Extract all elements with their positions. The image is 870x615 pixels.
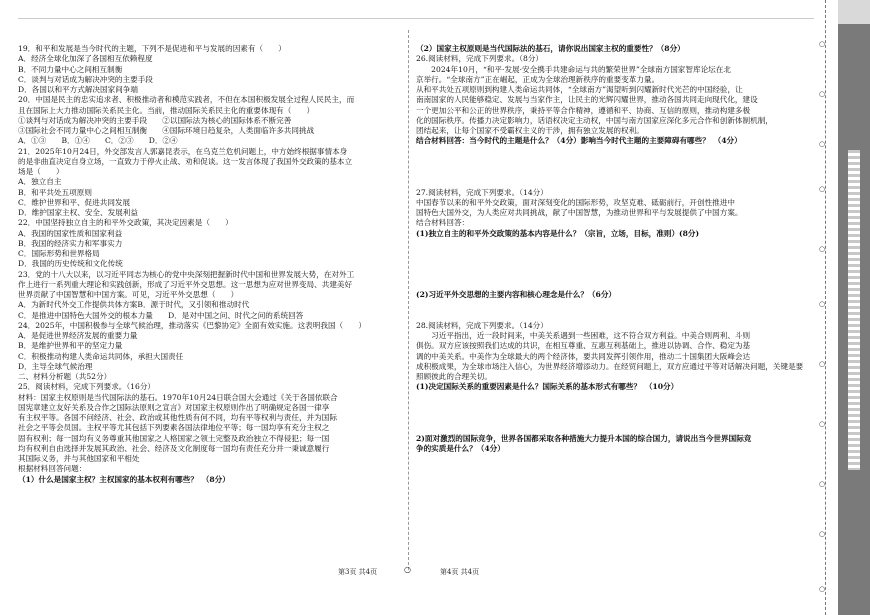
left-column-line: C．是推进中国特色大国外交的根本力量 D．是对中国之问、时代之问的系统回答	[18, 310, 304, 320]
binding-circle-mark: ○	[819, 185, 826, 193]
binding-circle-mark: ○	[819, 300, 826, 308]
right-column-line	[416, 177, 814, 187]
right-column-line	[416, 393, 814, 403]
left-column-line: 25．阅读材料，完成下列要求。（16分）	[18, 382, 156, 392]
right-column-line	[416, 270, 814, 280]
left-column-line: D．我国的历史传统和文化传统	[18, 259, 123, 269]
left-column	[18, 44, 402, 485]
right-column-line	[416, 167, 814, 177]
right-column-line: 习近平指出，近一段时间来，中美关系遇到一些困难，这不符合双方利益。中美合则两利、斗则	[416, 331, 751, 340]
right-column-line: 成积极成果，为全球市场注入信心，为世界经济增添动力。在经贸问题上，双方应通过平等对话解决问题，关键是要	[416, 361, 804, 371]
left-column-line: 固有权利；每一国均有义务尊重其他国家之人格国家之领土完整及政治独立不得侵犯；每一国	[18, 433, 330, 443]
right-column-line	[416, 249, 814, 259]
right-column-line: 27.阅读材料，完成下列要求。（14分）	[416, 187, 548, 197]
binding-circle-mark: ○	[819, 585, 826, 593]
right-column-line: 中国春节以来的和平外交政策，面对深刻变化的国际形势，攻坚克难、砥砺前行，开创性推进中	[416, 197, 735, 207]
right-column-line: 国特色大国外交，为人类应对共同挑战，献了中国智慧，为推动世界和平与发展提供了中国方案。	[416, 208, 743, 217]
right-column-line: 争的实质是什么？（4分）	[416, 443, 505, 453]
binding-fill-strip	[848, 150, 860, 470]
left-column-line: 20．中国是民主的忠实追求者、积极推动者和模范实践者，不但在本国积极发展全过程人民民主，而	[18, 95, 355, 105]
left-column-line: 有主权平等。各国不问经济、社会、政治或其他性质有何不同，均有平等权利与责任，并为国际	[18, 413, 337, 422]
left-column-line: 社会之平等会员国。主权平等尤其包括下列要素各国法律地位平等；每一国均享有充分主权之	[18, 423, 330, 433]
right-column-line: (1)决定国际关系的重要因素是什么？国际关系的基本形式有哪些？ （10分）	[416, 382, 679, 392]
right-column-line: 结合材料回答：当今时代的主题是什么？（4分）影响当今时代主题的主要障碍有哪些？ （4分）	[416, 136, 742, 146]
left-column-line: 其国际义务，并与其他国家和平相处	[18, 454, 140, 463]
left-column-line: A．①③ B．①④ C．②③ D．②④	[18, 136, 178, 146]
right-column-line: 2024年10月，“和平·发展·安全携手共建命运与共的繁荣世界”全球南方国家智库论坛在北	[416, 64, 731, 74]
left-column-line: C．维护世界和平、促进共同发展	[18, 197, 131, 207]
binding-circle-mark: ○	[819, 40, 826, 48]
binding-circle-mark: ○	[819, 530, 826, 538]
right-column-line: 团结起来，让每个国家不受霸权主义的干涉，拥有独立发展的权利。	[416, 126, 644, 135]
binding-cut-line	[825, 0, 826, 615]
column-divider	[408, 30, 409, 570]
left-column-line: B．是维护世界和平的坚定力量	[18, 341, 123, 351]
binding-circle-mark: ○	[819, 245, 826, 253]
right-column-line	[416, 147, 814, 157]
page-number-right: 第4页 共4页	[440, 568, 480, 576]
left-column-line: D．主导全球气候治理	[18, 361, 93, 371]
left-column-line: C．国际形势和世界格局	[18, 249, 100, 258]
right-column-line: 化的国际秩序。传播力决定影响力，话语权决定主动权，中国与南方国家应深化多元合作和创新体制机制，	[416, 115, 773, 125]
right-column-line: 26.阅读材料，完成下列要求。（8分）	[416, 54, 544, 64]
left-column-line: D．各国以和平方式解决国家间争端	[18, 85, 138, 94]
binding-gray-top	[838, 0, 870, 24]
left-column-line: （1）什么是国家主权？主权国家的基本权利有哪些？ （8分）	[18, 474, 230, 484]
right-column-line	[416, 423, 814, 433]
right-column-line	[416, 157, 814, 167]
left-column-line: 材料：国家主权原则是当代国际法的基石。1970年10月24日联合国大会通过《关于各国依联合	[18, 392, 338, 402]
left-column-line: B．我国的经济实力和军事实力	[18, 238, 123, 248]
left-column-line: 二、材料分析题（共52分）	[18, 372, 112, 381]
left-column-line: 19．和平和发展是当今时代的主题，下列不是促进和平与发展的因素有（ ）	[18, 44, 286, 53]
binding-circle-mark: ○	[819, 360, 826, 368]
right-column-line: (2)习近平外交思想的主要内容和核心理念是什么？（6分）	[416, 290, 617, 299]
left-column-line: A．独立自主	[18, 177, 62, 187]
binding-circle-mark: ○	[819, 90, 826, 98]
left-column-line: 场是（ ）	[18, 167, 64, 176]
right-column-line	[416, 280, 814, 290]
binding-margin	[818, 0, 870, 615]
left-column-line: C．谈判与对话成为解决冲突的主要手段	[18, 74, 153, 84]
left-column-line: 作上进行一系列重大理论和实践创新，形成了习近平外交思想。这一思想为应对世界变局、共建美好	[18, 279, 353, 289]
left-column-line: C．积极推动构建人类命运共同体，承担大国责任	[18, 351, 184, 361]
left-column-line: A．为新时代外交工作提供共体方案B．源于时代，又引领和推动时代	[18, 300, 250, 310]
right-column-line: 2)面对激烈的国际竞争，世界各国都采取各种措施大力提升本国的综合国力，请说出当今世界国际竞	[416, 433, 752, 443]
left-column-line: 23．党的十八大以来，以习近平同志为核心的党中央深刻把握新时代中国和世界发展大势，在对外工	[18, 269, 355, 279]
right-column-line: 南南国家的人民能够稳定、发展与当家作主，让民主的光辉闪耀世界，推动各国共同走向现代化，建设	[416, 95, 758, 105]
left-column-line: 国宪章建立友好关系及合作之国际法原则之宣言》对国家主权原则作出了明确规定各国一律享	[18, 402, 330, 412]
right-column-line: 一个更加公平和公正的世界秩序，秉持平等合作精神，遵循和平、协商、互信的原则，推动构建多极	[416, 105, 751, 115]
right-column-line: 照顾彼此的合理关切。	[416, 372, 492, 381]
right-column-line	[416, 259, 814, 269]
center-circle-mark: ○	[404, 565, 411, 574]
right-column-line: 从和平共处五项原则到构建人类命运共同体，“全球南方”渴望听到闪耀新时代光芒的中国经验，让	[416, 85, 743, 94]
left-column-line: A．我国的国家性质和国家利益	[18, 228, 123, 238]
right-column-line	[416, 403, 814, 413]
right-column-line: 调的中美关系。中美作为全球最大的两个经济体，要共同发挥引领作用，推动二十国集团大阪峰会达	[416, 351, 751, 361]
left-column-line: 均有权利自由选择并发展其政治、社会、经济及文化制度每一国均有责任充分并一秉诚意履行	[18, 443, 330, 453]
left-column-line: 根据材料回答问题：	[18, 464, 87, 474]
binding-circle-mark: ○	[819, 480, 826, 488]
left-column-line: B．不同力量中心之间相互制衡	[18, 64, 123, 74]
right-column-line: 结合材料回答：	[416, 218, 470, 228]
left-column-line: 24．2025年，中国积极参与全球气候治理，推动落实《巴黎协定》全面有效实施。这表明我国（ ）	[18, 320, 366, 330]
right-column-line: 28.阅读材料，完成下列要求。（14分）	[416, 320, 548, 330]
top-rule	[18, 18, 814, 19]
left-column-line: A．是促进世界经济发展的重要力量	[18, 331, 138, 340]
left-column-line: B．和平共处五项原则	[18, 187, 92, 197]
right-column-line: (1)独立自主的和平外交政策的基本内容是什么？（宗旨，立场，目标，准则）(8分)	[416, 228, 700, 238]
left-column-line: 的是非曲直决定自身立场，一直致力于停火止战、劝和促谈。这一发言体现了我国外交政策的基本立	[18, 156, 353, 166]
left-column-line: 世界贡献了中国智慧和中国方案。可见，习近平外交思想（ ）	[18, 290, 239, 299]
right-column-line: （2）国家主权原则是当代国际法的基石，请你说出国家主权的重要性？（8分）	[416, 44, 685, 53]
right-column-line: 京举行。“全球南方”正在崛起，正成为全球治理新秩序的重要变革力量。	[416, 74, 660, 84]
right-column-line: 俱伤。双方应该按照我们达成的共识，在相互尊重、互惠互利基础上，推进以协调、合作、稳定为基	[416, 341, 751, 351]
left-column-line: A．经济全球化加深了各国相互依赖程度	[18, 54, 153, 64]
left-column-line: ③国际社会不同力量中心之间相互制衡 ④国际环境日趋复杂，人类面临许多共同挑战	[18, 126, 315, 135]
left-column-line: D．维护国家主权、安全、发展利益	[18, 208, 138, 217]
left-column-line: ①谈判与对话成为解决冲突的主要手段 ②以国际法为核心的国际体系不断完善	[18, 115, 292, 125]
right-column-line	[416, 300, 814, 310]
binding-circle-mark: ○	[819, 420, 826, 428]
right-column-line	[416, 413, 814, 423]
right-column-line	[416, 239, 814, 249]
left-column-line: 且在国际上大力推动国际关系民主化。当前，推动国际关系民主化的重要体现有（ ）	[18, 105, 315, 115]
right-column	[416, 44, 814, 454]
right-column-line	[416, 311, 814, 321]
left-column-line: 22．中国坚持独立自主的和平外交政策，其决定因素是（ ）	[18, 218, 233, 228]
page-number-left: 第3页 共4页	[338, 568, 378, 576]
binding-circle-mark: ○	[819, 140, 826, 148]
left-column-line: 21．2025年10月24日，外交部发言人郭嘉昆表示，在乌克兰危机问题上，中方始终根据事情本身	[18, 146, 348, 156]
